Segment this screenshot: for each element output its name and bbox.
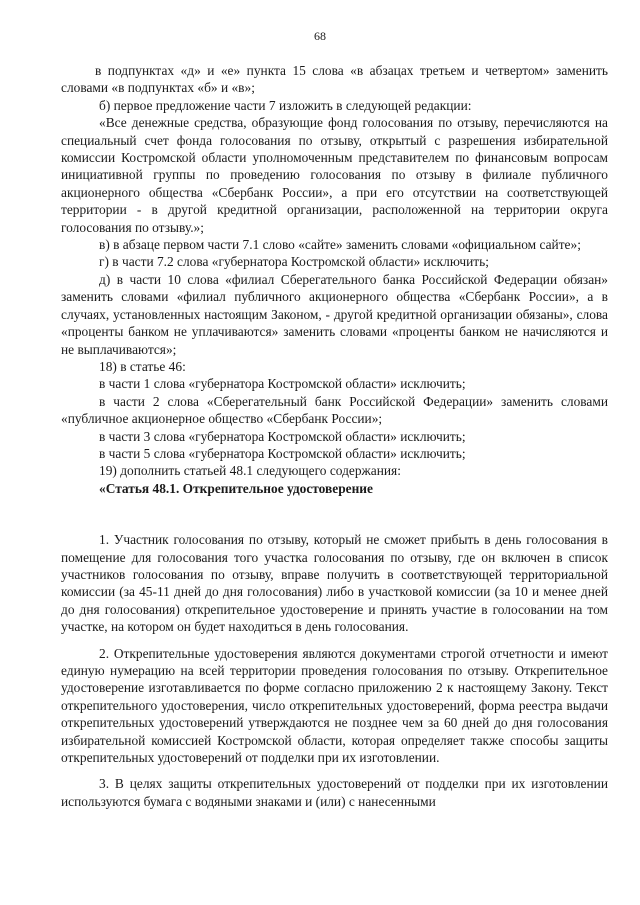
- article-heading: «Статья 48.1. Открепительное удостоверение: [99, 480, 373, 496]
- paragraph: г) в части 7.2 слова «губернатора Костромской области» исключить;: [99, 254, 489, 270]
- paragraph: в части 1 слова «губернатора Костромской области» исключить;: [99, 376, 466, 392]
- paragraph: 18) в статье 46:: [99, 358, 186, 374]
- paragraph: в) в абзаце первом части 7.1 слово «сайте» заменить словами «официальном сайте»;: [99, 237, 581, 253]
- paragraph: 19) дополнить статьей 48.1 следующего содержания:: [99, 463, 401, 479]
- spacer: [61, 636, 608, 645]
- paragraph: д) в части 10 слова «филиал Сберегательного банка Российской Федерации обязан» заменить словами «филиал публичного акционерного общества «Сбербанк России», а в случаях, установленных настоящим Законом, - другой кредитной организации обязаны», слова «проценты банком не уплачиваются» заменить словами «проценты банком не начисляются и не выплачиваются»;: [61, 271, 608, 357]
- spacer: [61, 497, 608, 531]
- document-body: [61, 62, 608, 810]
- article-paragraph: 1. Участник голосования по отзыву, который не сможет прибыть в день голосования в помещение для голосования того участка голосования по отзыву, где он включен в список участников голосования по отзыву, вправе получить в соответствующей территориальной комиссии (за 45-11 дней до дня голосования) либо в участковой комиссии (за 10 и менее дней до дня голосования) открепительное удостоверение и принять участие в голосовании на том участке, на котором он будет находиться в день голосования.: [61, 532, 608, 635]
- paragraph: в подпунктах «д» и «е» пункта 15 слова «в абзацах третьем и четвертом» заменить словами «в подпунктах «б» и «в»;: [61, 63, 608, 96]
- page-number: 68: [314, 29, 326, 43]
- paragraph: «Все денежные средства, образующие фонд голосования по отзыву, перечисляются на специальный счет фонда голосования по отзыву, открытый с разрешения избирательной комиссии Костромской области уполномоченным представителем по финансовым вопросам инициативной группы по проведению голосования по отзыву в филиале публичного акционерного общества «Сбербанк России», а при его отсутствии на соответствующей территории - в другой кредитной организации, расположенной на территории округа голосования по отзыву.»;: [61, 115, 608, 235]
- article-paragraph: 2. Открепительные удостоверения являются документами строгой отчетности и имеют единую нумерацию на всей территории проведения голосования по отзыву. Открепительное удостоверение изготавливается по форме согласно приложению 2 к настоящему Закону. Текст открепительного удостоверения, число открепительных удостоверений, форма реестра выдачи открепительных удостоверений утверждаются не позднее чем за 60 дней до дня голосования избирательной комиссией Костромской области, которая определяет также способы защиты открепительных удостоверений от подделки при их изготовлении.: [61, 645, 608, 766]
- article-paragraph: 3. В целях защиты открепительных удостоверений от подделки при их изготовлении используются бумага с водяными знаками и (или) с нанесенными: [61, 776, 608, 809]
- paragraph: б) первое предложение части 7 изложить в следующей редакции:: [99, 97, 472, 113]
- paragraph: в части 3 слова «губернатора Костромской области» исключить;: [99, 428, 466, 444]
- spacer: [61, 766, 608, 775]
- paragraph: в части 2 слова «Сберегательный банк Российской Федерации» заменить словами «публичное акционерное общество «Сбербанк России»;: [61, 393, 608, 427]
- paragraph: в части 5 слова «губернатора Костромской области» исключить;: [99, 445, 466, 461]
